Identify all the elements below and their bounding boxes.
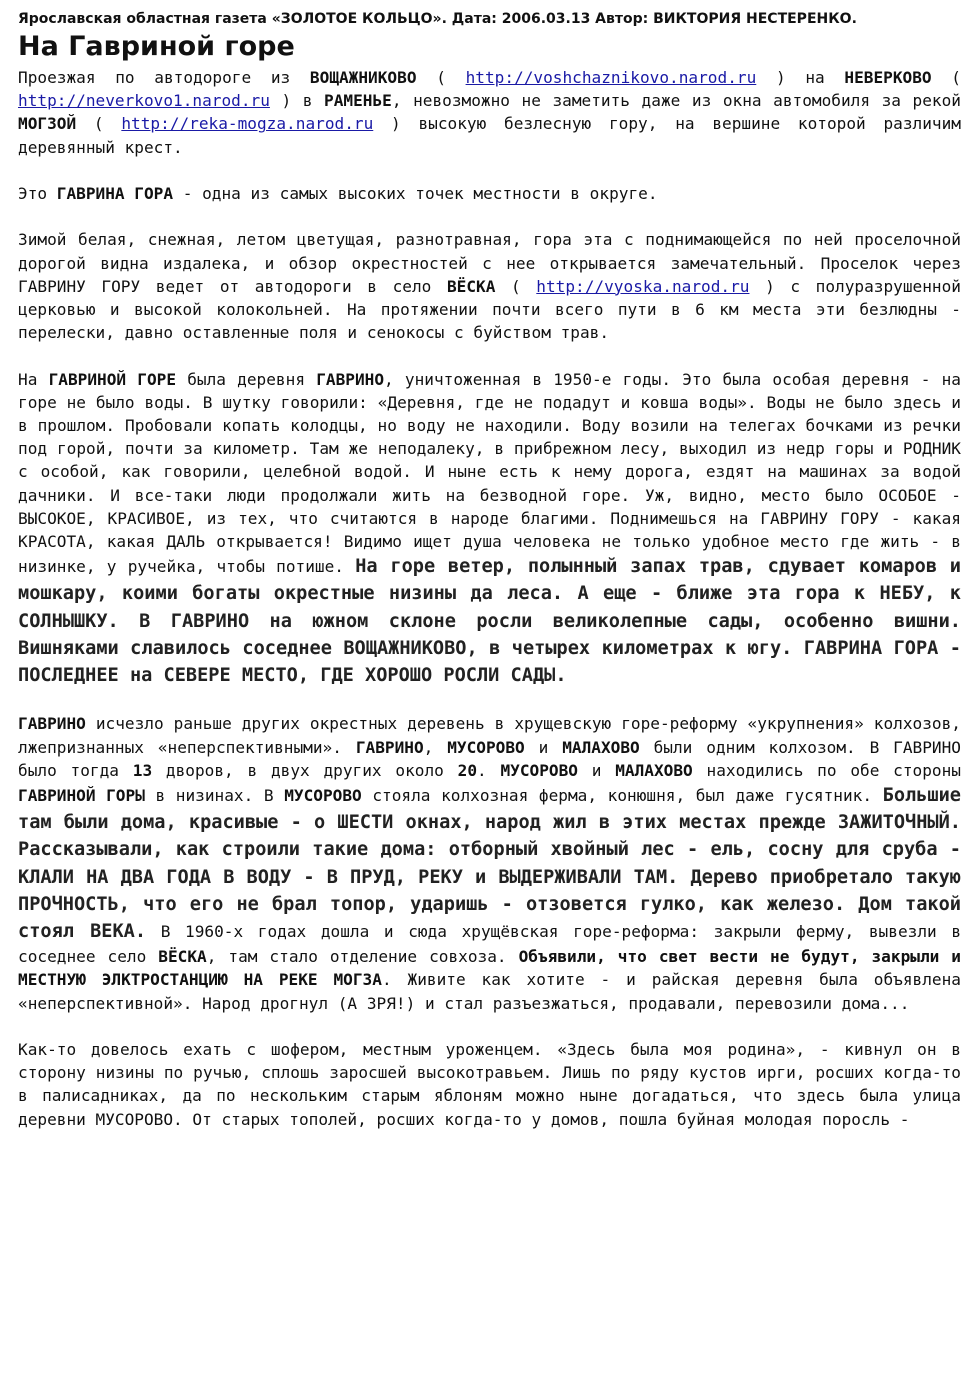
text: . [477, 760, 501, 780]
text: дворов, в двух других около [152, 760, 458, 780]
text: ( [76, 114, 122, 134]
place-name: МУСОРОВО [447, 737, 525, 757]
paragraph-5 [18, 712, 961, 1014]
place-name: МУСОРОВО [284, 786, 362, 806]
paragraph-3 [18, 228, 961, 344]
place-name: ВЁСКА [446, 276, 496, 296]
text: Зимой белая, снежная, летом цветущая, разнотравная, гора эта с поднимающейся по ней проселочной дорогой видна издалека, и обзор окрестностей с нее открывается замечательный. Проселок через ГАВРИНУ ГОРУ ведет от автодороги в село [18, 230, 961, 296]
place-name: ГАВРИНО [355, 737, 424, 757]
text: Проезжая по автодороге из [18, 68, 310, 87]
text: и [524, 737, 563, 757]
text: , невозможно не заметить даже из окна автомобиля за рекой [391, 91, 961, 111]
text: ) в [269, 91, 324, 111]
paragraph-6 [18, 1038, 961, 1131]
place-name: РАМЕНЬЕ [324, 91, 392, 111]
text: - одна из самых высоких точек местности в округе. [173, 184, 658, 203]
text: . Живите как хотите - и райская деревня была объявлена «неперспективной». Народ дрогнул (А ЗРЯ!) и стал разъезжаться, продавали, перевозили дома... [18, 970, 961, 1013]
text: была деревня [176, 369, 317, 389]
place-name: МОГЗОЙ [18, 114, 77, 134]
article-meta-line: Ярославская областная газета «ЗОЛОТОЕ КОЛЬЦО». Дата: 2006.03.13 Автор: ВИКТОРИЯ НЕСТЕРЕНКО. [18, 11, 857, 27]
text: ( [416, 68, 466, 87]
place-name: ВОЩАЖНИКОВО [309, 68, 417, 87]
text: стояла колхозная ферма, конюшня, был даже гусятник. [361, 786, 883, 806]
bold-text: Объявили, что свет вести не будут, закрыли и МЕСТНУЮ ЭЛКТРОСТАНЦИЮ НА РЕКЕ МОГЗА [18, 947, 961, 990]
text: , там стало отделение совхоза. [206, 947, 519, 967]
place-name: ГАВРИНА ГОРА [56, 184, 174, 203]
place-name: МАЛАХОВО [562, 737, 640, 757]
text: Это [18, 184, 57, 203]
place-name: ГАВРИНО [18, 714, 86, 734]
place-name: МАЛАХОВО [615, 760, 693, 780]
text: и [578, 760, 616, 780]
text: В 1960-х годах дошла и сюда хрущёвская горе-реформа: закрыли ферму, вывезли в соседнее село [18, 922, 962, 967]
place-name: НЕВЕРКОВО [844, 68, 932, 87]
text: в низинах. В [144, 786, 285, 806]
text: На [18, 369, 49, 389]
article-title: На Гавриной горе [18, 31, 295, 62]
number: 20 [457, 760, 478, 780]
link-vyoska[interactable]: http://vyoska.narod.ru [536, 276, 750, 296]
text: ) высокую безлесную гору, на вершине которой различим деревянный крест. [18, 114, 961, 157]
paragraph-4 [18, 368, 961, 690]
paragraph-2 [18, 182, 961, 205]
text: были одним колхозом. В ГАВРИНО было тогда [18, 737, 961, 780]
text: , уничтоженная в 1950-е годы. Это была особая деревня - на горе не было воды. В шутку говорили: «Деревня, где не подадут и ковша воды». Воды не было здесь и в прошлом. Пробовали копать колодцы, но воду не находили. Воду возили на телегах бочками из речки под горой, почти за километр. Там же неподалеку, в прибрежном лесу, выходил из недр горы и РОДНИК с особой, как говорили, целебной водой. И ныне есть к нему дорога, ездят на машинах за водой дачники. И все-таки люди продолжали жить на безводной горе. Уж, видно, место было ОСОБОЕ - ВЫСОКОЕ, КРАСИВОЕ, из тех, что считаются в народе благими. Поднимешься на ГАВРИНУ ГОРУ - какая КРАСОТА, какая ДАЛЬ открывается! Видимо ищет душа человека не только удобное место где жить - в низинке, у ручейка, чтобы потише. [18, 369, 961, 577]
link-voshchaznikovo[interactable]: http://voshchaznikovo.narod.ru [465, 68, 757, 87]
place-name: МУСОРОВО [500, 760, 578, 780]
text: , [423, 737, 448, 757]
number: 13 [132, 760, 153, 780]
text: Как-то довелось ехать с шофером, местным уроженцем. «Здесь была моя родина», - кивнул он в сторону низины по ручью, сплошь заросшей высокотравьем. Лишь по ряду кустов ирги, росших когда-то в палисадниках, да по нескольким старым яблоням можно ныне догадаться, что здесь была улица деревни МУСОРОВО. От старых тополей, росших когда-то у домов, пошла буйная молодая поросль - [18, 1040, 961, 1129]
place-name: ГАВРИНОЙ ГОРЫ [18, 786, 145, 806]
place-name: ГАВРИНО [316, 369, 385, 389]
text: ) с полуразрушенной церковью и высокой колокольней. На протяжении почти всего пути в 6 км места эти безлюдны - перелески, давно оставленные поля и сенокосы с буйством трав. [18, 276, 961, 343]
text: ( [931, 68, 962, 87]
text: ) на [756, 68, 845, 87]
place-name: ВЁСКА [158, 947, 207, 967]
link-neverkovo[interactable]: http://neverkovo1.narod.ru [18, 91, 270, 111]
emphasized-text: На горе ветер, полынный запах трав, сдувает комаров и мошкару, коими богаты окрестные низины да леса. А еще - ближе эта гора к НЕБУ, к СОЛНЫШКУ. В ГАВРИНО на южном склоне росли великолепные сады, особенно вишни. Вишняками славилось соседнее ВОЩАЖНИКОВО, в четырех километрах к югу. ГАВРИНА ГОРА - ПОСЛЕДНЕЕ на СЕВЕРЕ МЕСТО, ГДЕ ХОРОШО РОСЛИ САДЫ. [18, 556, 961, 687]
paragraph-1 [18, 66, 961, 159]
text: ( [495, 276, 537, 296]
text: находились по обе стороны [692, 760, 961, 780]
link-mogza[interactable]: http://reka-mogza.narod.ru [121, 114, 374, 134]
text: исчезло раньше других окрестных деревень в хрущевскую горе-реформу «укрупнения» колхозов, лжепризнанных «неперспективными». [18, 714, 961, 757]
emphasized-text: Большие там были дома, красивые - о ШЕСТИ окнах, народ жил в этих местах прежде ЗАЖИТОЧНЫЙ. Рассказывали, как строили такие дома: отборный хвойный лес - ель, сосну для сруба - КЛАЛИ НА ДВА ГОДА В ВОДУ - В ПРУД, РЕКУ и ВЫДЕРЖИВАЛИ ТАМ. Дерево приобретало такую ПРОЧНОСТЬ, что его не брал топор, ударишь - отзовется гулко, как железо. Дом такой стоял ВЕКА. [18, 785, 961, 943]
place-name: ГАВРИНОЙ ГОРЕ [48, 369, 177, 389]
